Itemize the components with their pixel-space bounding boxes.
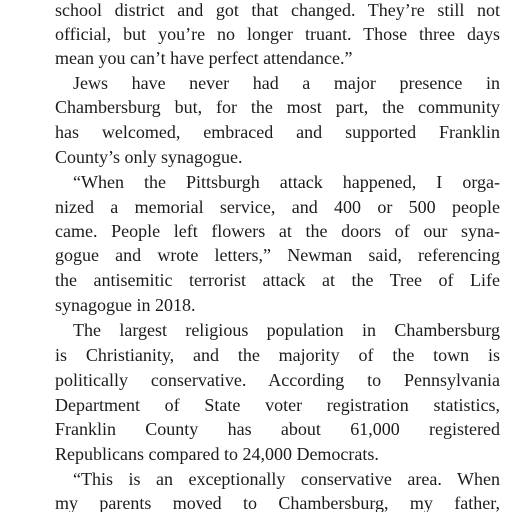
paragraph-line: Chambersburg but, for the most part, the community bbox=[55, 97, 500, 117]
paragraph-line: “This is an exceptionally conservative area. When bbox=[73, 469, 500, 489]
paragraph-line: Department of State voter registration statistics, bbox=[55, 395, 500, 415]
paragraph-line: “When the Pittsburgh attack happened, I orga- bbox=[73, 172, 500, 192]
paragraph-line: gogue and wrote letters,” Newman said, referencing bbox=[55, 245, 500, 265]
paragraph-line: official, but you’re no longer truant. Those three days bbox=[55, 24, 500, 44]
paragraph-line: came. People left flowers at the doors of our syna- bbox=[55, 221, 500, 241]
paragraph-line: Franklin County has about 61,000 registered bbox=[55, 419, 500, 439]
paragraph-line: has welcomed, embraced and supported Franklin bbox=[55, 122, 500, 142]
paragraph-line: school district and got that changed. They’re still not bbox=[55, 0, 500, 20]
paragraph-line: my parents moved to Chambersburg, my father, bbox=[55, 493, 500, 512]
paragraph-line: mean you can’t have perfect attendance.” bbox=[55, 48, 353, 68]
paragraph-line: County’s only synagogue. bbox=[55, 147, 243, 167]
paragraph-line: the antisemitic terrorist attack at the Tree of Life bbox=[55, 270, 500, 290]
paragraph-line: synagogue in 2018. bbox=[55, 295, 196, 315]
paragraph-line: nized a memorial service, and 400 or 500 people bbox=[55, 197, 500, 217]
paragraph-line: politically conservative. According to Pennsylvania bbox=[55, 370, 500, 390]
paragraph-line: Jews have never had a major presence in bbox=[73, 73, 500, 93]
paragraph-line: Republicans compared to 24,000 Democrats. bbox=[55, 444, 379, 464]
paragraph-line: is Christianity, and the majority of the town is bbox=[55, 345, 500, 365]
paragraph-line: The largest religious population in Chambersburg bbox=[73, 320, 500, 340]
